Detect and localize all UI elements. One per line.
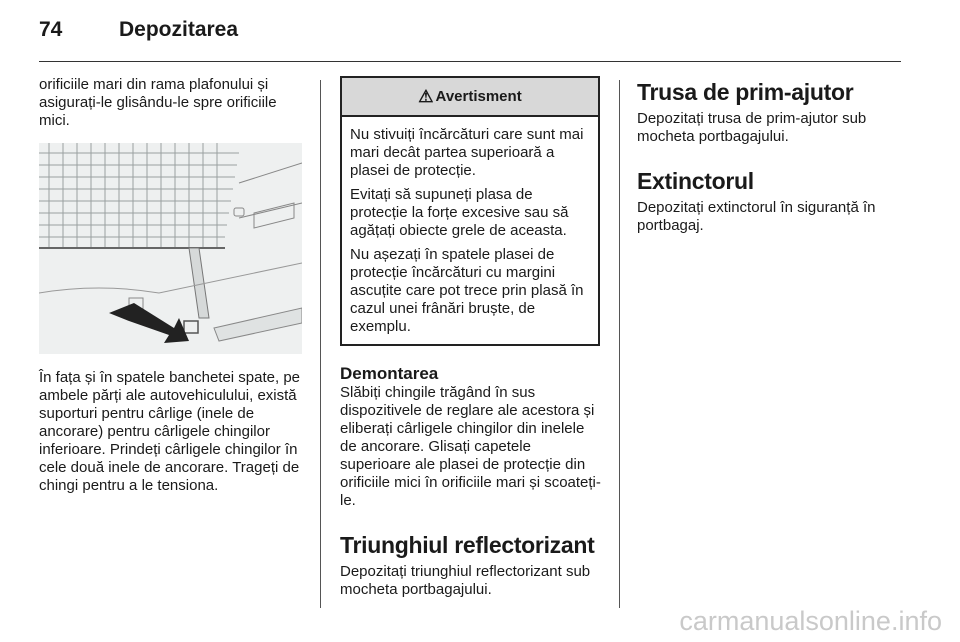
extinctor-paragraph: Depozitați extinctorul în siguranță în portbagaj. (637, 199, 876, 234)
anchoring-paragraph: În fața și în spatele banchetei spate, pe ambele părți ale autovehiculului, există suporturi pentru cârlige (inele de ancorare) pentru cârligele chingilor inferioare. Prindeți cârligele chingilor în cele două inele de ancorare. Trageți de chingi pentru a le tensiona. (39, 369, 301, 494)
warning-paragraph: Nu stivuiți încărcături care sunt mai mari decât partea superioară a plasei de protecție. (350, 126, 584, 179)
trusa-heading: Trusa de prim-ajutor (637, 79, 854, 105)
column-divider-left (320, 80, 321, 608)
warning-box (340, 76, 600, 346)
warning-header (342, 78, 598, 117)
page-number: 74 (39, 18, 63, 41)
intro-paragraph: orificiile mari din rama plafonului și asigurați-le glisându-le spre orificiile mici. (39, 76, 277, 129)
warning-body (342, 117, 598, 344)
trusa-paragraph: Depozitați trusa de prim-ajutor sub mocheta portbagajului. (637, 110, 867, 145)
watermark: carmanualsonline.info (679, 606, 942, 636)
header-rule (39, 61, 901, 62)
demontare-heading: Demontarea (340, 364, 439, 383)
triunghi-paragraph: Depozitați triunghiul reflectorizant sub mocheta portbagajului. (340, 563, 591, 598)
column-middle (340, 76, 602, 599)
warning-title: Avertisment (435, 87, 522, 105)
triunghi-heading: Triunghiul reflectorizant (340, 532, 595, 558)
cargo-net-illustration (39, 143, 302, 354)
demontare-paragraph: Slăbiți chingile trăgând în sus dispozitivele de reglare ale acestora și eliberați cârligele chingilor din inelele de ancorare. Glisați capetele superioare ale plasei de protecție din orificiile mici în orificiile mari și scoateți-le. (340, 384, 601, 509)
column-right (637, 76, 899, 235)
extinctor-heading: Extinctorul (637, 168, 754, 194)
warning-paragraph: Evitați să supuneți plasa de protecție la forțe excesive sau să agățați obiecte grele de aceasta. (350, 186, 569, 239)
cargo-net-drawing (39, 143, 302, 354)
column-divider-right (619, 80, 620, 608)
warning-paragraph: Nu așezați în spatele plasei de protecție încărcături cu margini ascuțite care pot trece prin plasă în cazul unei frânări bruște, de exemplu. (350, 246, 584, 335)
page-title: Depozitarea (119, 18, 239, 41)
column-left (39, 76, 307, 495)
warning-triangle-icon: ⚠ (418, 86, 434, 106)
